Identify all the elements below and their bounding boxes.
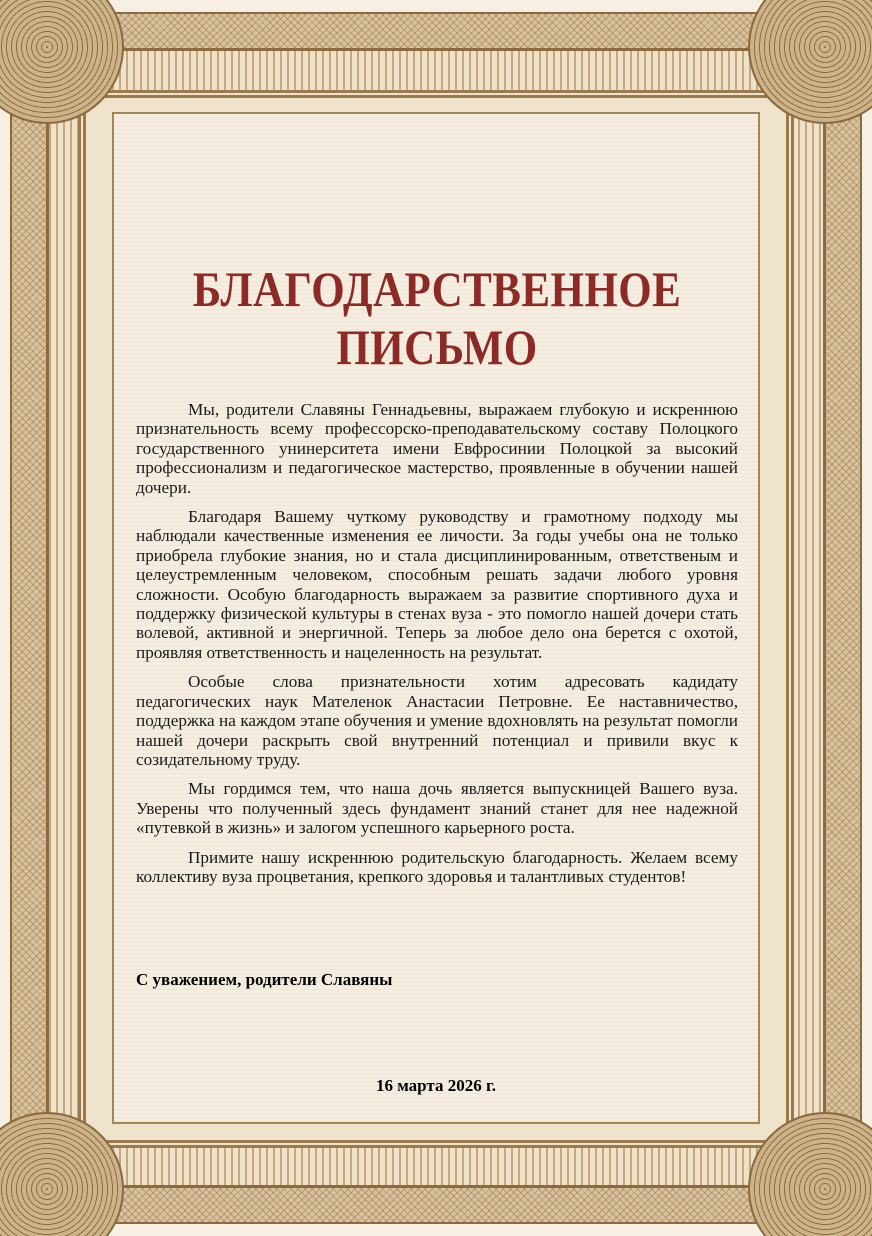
paragraph-1: Мы, родители Славяны Геннадьевны, выражаем глубокую и искреннюю признательность всему профессорско-преподавательскому составу Полоцкого государственного унинерситета имени Евфросинии Полоцкой за высокий профессионализм и педагогическое мастерство, проявленные в обучении нашей дочери. <box>136 400 738 497</box>
paragraph-2: Благодаря Вашему чуткому руководству и грамотному подходу мы наблюдали качественные изменения ее личости. За годы учебы она не только приобрела глубокие знания, но и стала дисциплинированным, ответственым и целеустремленным человеком, способным решать задачи любого уровня сложности. Особую благодарность выражаем за развитие спортивного духа и поддержку физической культуры в стенах вуза - это помогло нашей дочери стать волевой, активной и энергичной. Теперь за любое дело она берется с охотой, проявляя ответственность и нацеленность на результат. <box>136 507 738 662</box>
letter-date: 16 марта 2026 г. <box>375 1076 497 1095</box>
title-line-1: БЛАГОДАРСТВЕННОЕ <box>192 261 682 317</box>
paragraph-3: Особые слова признательности хотим адресовать кадидату педагогических наук Мателенок Анастасии Петровне. Ее наставничество, поддержка на каждом этапе обучения и умение вдохновлять на результат помогли нашей дочери раскрыть свой внутренний потенциал и привили вкус к созидательному труду. <box>136 672 738 769</box>
letter-content <box>136 260 738 896</box>
paragraph-5: Примите нашу искреннюю родительскую благодарность. Желаем всему коллективу вуза процветания, крепкого здоровья и талантливых студентов! <box>136 847 738 886</box>
paragraph-4: Мы гордимся тем, что наша дочь является выпускницей Вашего вуза. Уверены что полученный здесь фундамент знаний станет для нее надежной «путевкой в жизнь» и залогом успешного карьерного роста. <box>136 779 738 838</box>
letter-body <box>136 400 738 886</box>
letter-title <box>178 260 696 376</box>
title-line-2: ПИСЬМО <box>336 319 538 375</box>
signature: С уважением, родители Славяны <box>136 970 393 989</box>
